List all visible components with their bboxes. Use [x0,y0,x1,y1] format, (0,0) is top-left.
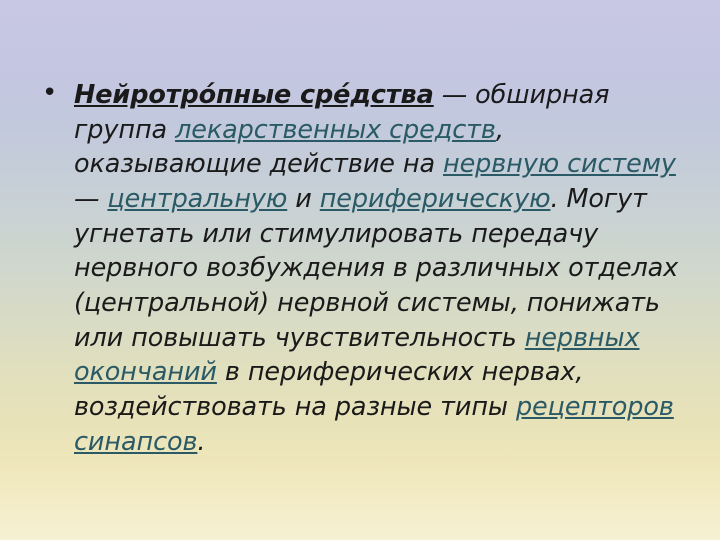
link-receptors[interactable]: рецепторов [515,392,674,423]
text-segment-2: , оказывающие действие на [74,114,504,180]
definition-term: Нейротро́пные сре́дства [74,80,434,110]
text-segment-4: — [74,184,108,215]
link-synapses[interactable]: синапсов [74,426,198,457]
text-segment-6: и [287,184,320,215]
link-medications[interactable]: лекарственных средств [175,114,496,145]
text-segment-8: . Могут угнетать или стимулировать передачу нервного возбуждения в различных отделах (центральной) нервной системы, понижать или повышать чувствительность [74,184,679,353]
text-segment-0: — обширная группа [74,80,610,145]
link-peripheral[interactable]: периферическую [319,184,551,215]
text-segment-14: . [197,426,206,457]
slide-content [34,78,686,459]
bullet-list [34,78,686,459]
list-item [34,78,686,459]
link-central[interactable]: центральную [107,184,288,215]
link-nervous-system[interactable]: нервную систему [443,149,676,180]
text-segment-10: в периферических нервах, воздействовать на разные типы [74,357,584,423]
link-nerve-endings[interactable]: нервных окончаний [74,322,640,388]
